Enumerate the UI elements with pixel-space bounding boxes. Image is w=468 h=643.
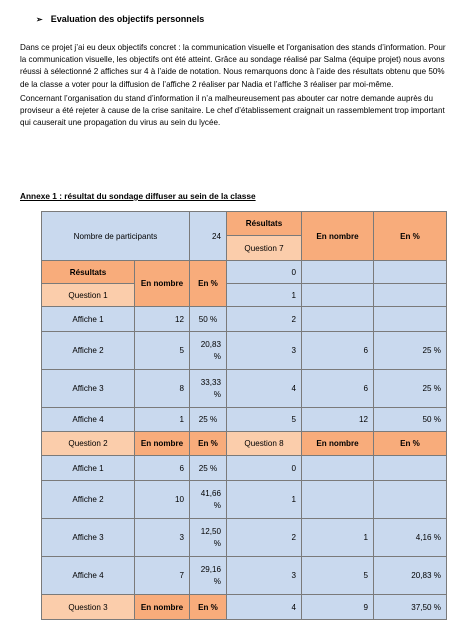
- q7-pct: 50 %: [374, 408, 447, 432]
- pct-sign: %: [213, 352, 221, 361]
- survey-results-table: [41, 211, 447, 620]
- q2-affiche-label: Affiche 3: [42, 519, 135, 557]
- paragraph-communication: Dans ce projet j’ai eu deux objectifs concret : la communication visuelle et l’organisation des stands d’information. Pour la communication visuelle, les objectifs ont été atteint. Grâce au sondage réalisé par Salma (équipe projet) nous avons réussi à sélectionné 2 affiches sur 4 à l’aide de notation. Nous remarquons donc à l’aide des résultats obtenu que 50% de la classe a voter pour la diffusion de l’affiche 2 réaliser par Nadia et l’affiche 3 réaliser par moi-même.: [20, 43, 446, 89]
- pct-value: 33,33: [200, 378, 221, 387]
- q1-affiche-pct: 50 %: [190, 307, 227, 332]
- q3-label: Question 3: [42, 595, 135, 620]
- q2-affiche-count: 10: [135, 481, 190, 519]
- q8-count: 9: [302, 595, 374, 620]
- q1-affiche-label: Affiche 2: [42, 332, 135, 370]
- annex-title: Annexe 1 : résultat du sondage diffuser au sein de la classe: [20, 191, 256, 201]
- q8-count: [302, 481, 374, 519]
- q8-label: Question 8: [227, 432, 302, 456]
- q8-pct: 20,83 %: [374, 557, 447, 595]
- q8-pct: 37,50 %: [374, 595, 447, 620]
- q3-count-header: En nombre: [135, 595, 190, 620]
- section-heading-text: Evaluation des objectifs personnels: [50, 14, 205, 24]
- q8-count-header: En nombre: [302, 432, 374, 456]
- q3-pct-header: En %: [190, 595, 227, 620]
- q7-count: [302, 307, 374, 332]
- q7-count: [302, 284, 374, 307]
- q8-score: 3: [227, 557, 302, 595]
- q2-affiche-label: Affiche 1: [42, 456, 135, 481]
- q2-affiche-pct: [190, 557, 227, 595]
- q7-score: 4: [227, 370, 302, 408]
- q7-count: [302, 261, 374, 284]
- pct-sign: %: [213, 390, 221, 399]
- q7-pct: 25 %: [374, 332, 447, 370]
- q8-score: 1: [227, 481, 302, 519]
- q1-affiche-count: 12: [135, 307, 190, 332]
- q1-count-header: En nombre: [135, 261, 190, 307]
- arrow-bullet-icon: ➢: [36, 15, 43, 24]
- q7-score: 1: [227, 284, 302, 307]
- section-heading: [36, 14, 204, 24]
- q8-score: 0: [227, 456, 302, 481]
- paragraph-organisation: Concernant l’organisation du stand d’information il n’a malheureusement pas abouter car notre demande auprès du proviseur a été rejeter à cause de la crise sanitaire. Le chef d’établissement craignait un rassemblement trop important qui causerait une propagation du virus au sein du lycée.: [20, 93, 445, 128]
- q8-score: 2: [227, 519, 302, 557]
- q7-count: 6: [302, 332, 374, 370]
- pct-sign: %: [213, 501, 221, 510]
- q8-score: 4: [227, 595, 302, 620]
- q8-pct: [374, 456, 447, 481]
- q2-affiche-pct: [190, 481, 227, 519]
- q1-affiche-pct: 25 %: [190, 408, 227, 432]
- q2-pct-header: En %: [190, 432, 227, 456]
- q1-affiche-count: 8: [135, 370, 190, 408]
- q2-affiche-count: 7: [135, 557, 190, 595]
- q7-label: Question 7: [227, 236, 302, 261]
- q1-affiche-label: Affiche 3: [42, 370, 135, 408]
- q7-score: 0: [227, 261, 302, 284]
- q1-pct-header: En %: [190, 261, 227, 307]
- pct-sign: %: [213, 539, 221, 548]
- q8-count: [302, 456, 374, 481]
- q2-affiche-pct: [190, 519, 227, 557]
- q2-affiche-label: Affiche 4: [42, 557, 135, 595]
- pct-value: 20,83: [200, 340, 221, 349]
- q1-results-header: Résultats: [42, 261, 135, 284]
- q2-affiche-count: 6: [135, 456, 190, 481]
- pct-value: 41,66: [200, 489, 221, 498]
- pct-value: 12,50: [200, 527, 221, 536]
- q7-count: 12: [302, 408, 374, 432]
- q7-results-header: Résultats: [227, 212, 302, 236]
- q7-count: 6: [302, 370, 374, 408]
- q7-score: 3: [227, 332, 302, 370]
- q7-score: 5: [227, 408, 302, 432]
- q7-pct-header: En %: [374, 212, 447, 261]
- q7-pct: [374, 307, 447, 332]
- q8-pct: [374, 481, 447, 519]
- pct-sign: %: [213, 577, 221, 586]
- q2-affiche-label: Affiche 2: [42, 481, 135, 519]
- q7-count-header: En nombre: [302, 212, 374, 261]
- q8-pct: 4,16 %: [374, 519, 447, 557]
- q1-label: Question 1: [42, 284, 135, 307]
- q2-label: Question 2: [42, 432, 135, 456]
- q1-affiche-label: Affiche 1: [42, 307, 135, 332]
- q7-pct: [374, 284, 447, 307]
- q7-score: 2: [227, 307, 302, 332]
- pct-value: 29,16: [200, 565, 221, 574]
- participants-label: Nombre de participants: [42, 212, 190, 261]
- q1-affiche-count: 5: [135, 332, 190, 370]
- q2-affiche-count: 3: [135, 519, 190, 557]
- q1-affiche-pct: [190, 332, 227, 370]
- body-text: [20, 42, 450, 131]
- q1-affiche-label: Affiche 4: [42, 408, 135, 432]
- q7-pct: [374, 261, 447, 284]
- q8-pct-header: En %: [374, 432, 447, 456]
- q2-affiche-pct: 25 %: [190, 456, 227, 481]
- q8-count: 5: [302, 557, 374, 595]
- q2-count-header: En nombre: [135, 432, 190, 456]
- participants-value: 24: [190, 212, 227, 261]
- q1-affiche-count: 1: [135, 408, 190, 432]
- q8-count: 1: [302, 519, 374, 557]
- q1-affiche-pct: [190, 370, 227, 408]
- q7-pct: 25 %: [374, 370, 447, 408]
